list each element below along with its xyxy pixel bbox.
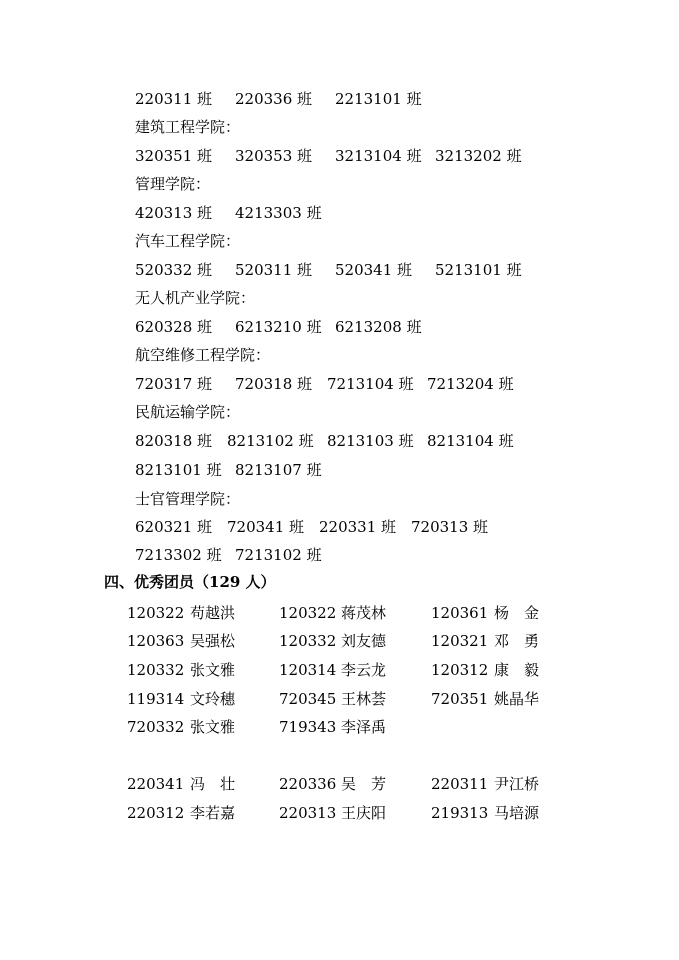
college-name: 民航运输学院： bbox=[135, 403, 241, 421]
member-name: 王林荟 bbox=[341, 690, 387, 708]
member-class-code: 120332 bbox=[279, 632, 337, 650]
member-name: 康 毅 bbox=[494, 661, 540, 679]
class-id: 520311 班 bbox=[235, 261, 313, 279]
member-class-code: 119314 bbox=[127, 690, 185, 708]
class-id: 8213103 班 bbox=[327, 432, 414, 450]
class-id: 4213303 班 bbox=[235, 204, 322, 222]
member-class-code: 120332 bbox=[127, 661, 185, 679]
member-name: 王庆阳 bbox=[341, 804, 387, 822]
member-name: 邓 勇 bbox=[494, 632, 540, 650]
class-id: 720317 班 bbox=[135, 375, 213, 393]
class-id: 8213107 班 bbox=[235, 461, 322, 479]
member-name: 蒋茂林 bbox=[341, 604, 387, 622]
member-class-code: 120312 bbox=[431, 661, 489, 679]
member-name: 马培源 bbox=[494, 804, 540, 822]
class-id: 8213102 班 bbox=[227, 432, 314, 450]
class-id: 320353 班 bbox=[235, 147, 313, 165]
member-class-code: 120322 bbox=[279, 604, 337, 622]
college-name: 士官管理学院： bbox=[135, 490, 241, 508]
class-id: 3213202 班 bbox=[435, 147, 522, 165]
class-id: 420313 班 bbox=[135, 204, 213, 222]
class-id: 7213302 班 bbox=[135, 546, 222, 564]
member-name: 刘友德 bbox=[341, 632, 387, 650]
college-name: 航空维修工程学院： bbox=[135, 346, 271, 364]
class-id: 720318 班 bbox=[235, 375, 313, 393]
member-name: 尹江桥 bbox=[494, 775, 540, 793]
member-class-code: 720332 bbox=[127, 718, 185, 736]
member-class-code: 220336 bbox=[279, 775, 337, 793]
member-class-code: 220311 bbox=[431, 775, 489, 793]
member-name: 张文雅 bbox=[190, 718, 236, 736]
class-id: 8213101 班 bbox=[135, 461, 222, 479]
member-name: 吴 芳 bbox=[341, 775, 387, 793]
member-name: 李泽禹 bbox=[341, 718, 387, 736]
class-id: 3213104 班 bbox=[335, 147, 422, 165]
member-class-code: 219313 bbox=[431, 804, 489, 822]
member-class-code: 120361 bbox=[431, 604, 489, 622]
class-id: 620321 班 bbox=[135, 518, 213, 536]
class-id: 6213210 班 bbox=[235, 318, 322, 336]
class-id: 320351 班 bbox=[135, 147, 213, 165]
class-id: 620328 班 bbox=[135, 318, 213, 336]
member-name: 姚晶华 bbox=[494, 690, 540, 708]
member-name: 张文雅 bbox=[190, 661, 236, 679]
class-id: 7213204 班 bbox=[427, 375, 514, 393]
class-id: 7213102 班 bbox=[235, 546, 322, 564]
class-id: 220331 班 bbox=[319, 518, 397, 536]
member-name: 文玲穗 bbox=[190, 690, 236, 708]
class-id: 6213208 班 bbox=[335, 318, 422, 336]
class-id: 5213101 班 bbox=[435, 261, 522, 279]
section-heading: 四、优秀团员（129 人） bbox=[104, 573, 276, 591]
member-class-code: 120314 bbox=[279, 661, 337, 679]
member-name: 冯 壮 bbox=[190, 775, 236, 793]
college-name: 建筑工程学院： bbox=[135, 118, 241, 136]
class-id: 7213104 班 bbox=[327, 375, 414, 393]
member-name: 吴强松 bbox=[190, 632, 236, 650]
member-class-code: 720351 bbox=[431, 690, 489, 708]
member-class-code: 720345 bbox=[279, 690, 337, 708]
member-class-code: 120322 bbox=[127, 604, 185, 622]
class-id: 520332 班 bbox=[135, 261, 213, 279]
member-class-code: 719343 bbox=[279, 718, 337, 736]
member-class-code: 120321 bbox=[431, 632, 489, 650]
college-name: 汽车工程学院： bbox=[135, 232, 241, 250]
member-class-code: 220312 bbox=[127, 804, 185, 822]
college-name: 管理学院： bbox=[135, 175, 211, 193]
class-id: 820318 班 bbox=[135, 432, 213, 450]
class-id: 8213104 班 bbox=[427, 432, 514, 450]
class-id: 2213101 班 bbox=[335, 90, 422, 108]
class-id: 220336 班 bbox=[235, 90, 313, 108]
member-class-code: 120363 bbox=[127, 632, 185, 650]
class-id: 220311 班 bbox=[135, 90, 213, 108]
class-id: 720341 班 bbox=[227, 518, 305, 536]
member-name: 杨 金 bbox=[494, 604, 540, 622]
class-id: 520341 班 bbox=[335, 261, 413, 279]
member-name: 李云龙 bbox=[341, 661, 387, 679]
college-name: 无人机产业学院： bbox=[135, 289, 256, 307]
member-class-code: 220341 bbox=[127, 775, 185, 793]
class-id: 720313 班 bbox=[411, 518, 489, 536]
member-name: 李若嘉 bbox=[190, 804, 236, 822]
member-class-code: 220313 bbox=[279, 804, 337, 822]
member-name: 苟越洪 bbox=[190, 604, 236, 622]
